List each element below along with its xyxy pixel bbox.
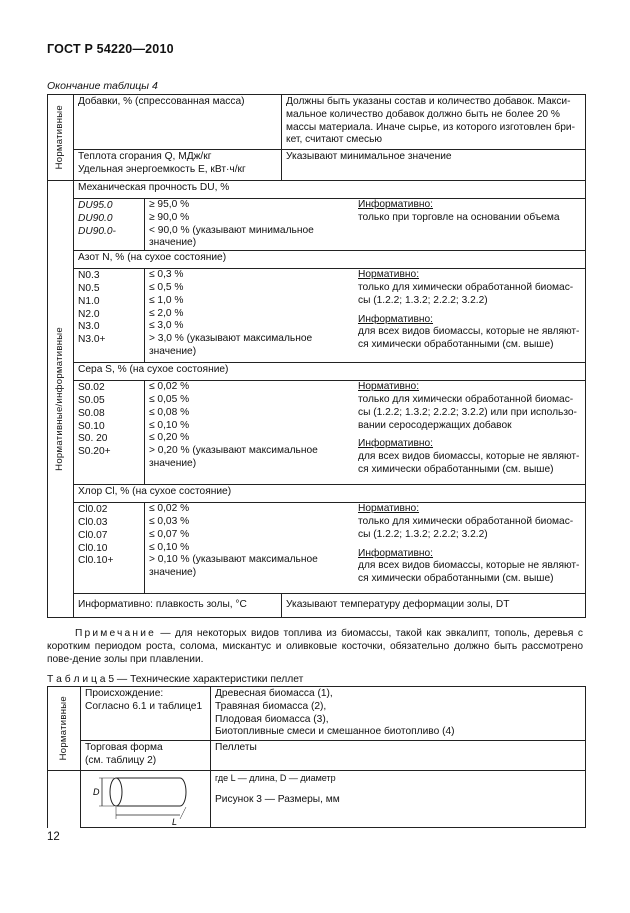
- form-param: Торговая форма (см. таблицу 2): [81, 741, 211, 771]
- figure-cell: [81, 771, 211, 828]
- mech-codes: DU95.0 DU90.0 DU90.0-: [74, 199, 145, 251]
- chlorine-values: ≤ 0,02 % ≤ 0,03 % ≤ 0,07 % ≤ 0,10 % > 0,10 % (указывают максимальное значение) Нормативно: только для химически обработанной биомас- сы (1.2.2; 1.3.2; 2.2.2; 3.2.2) Информативно: для всех видов биомассы, которые не являют- ся химически обработанными (см. выше): [145, 503, 586, 594]
- document-header: ГОСТ Р 54220—2010: [47, 42, 174, 56]
- group-label-normative-informative: Нормативные/информативные: [48, 181, 74, 618]
- table-5-title: Т а б л и ц а 5 — Технические характеристики пеллет: [47, 674, 304, 685]
- origin-param: Происхождение: Согласно 6.1 и таблице1: [81, 687, 211, 741]
- figure-legend: где L — длина, D — диаметр: [215, 773, 336, 784]
- desc-heat: Указывают минимальное значение: [282, 150, 586, 181]
- sulfur-codes: S0.02 S0.05 S0.08 S0.10 S0. 20 S0.20+: [74, 381, 145, 485]
- ash-param: Информативно: плавкость золы, °C: [74, 594, 282, 618]
- nitrogen-codes: N0.3 N0.5 N1.0 N2.0 N3.0 N3.0+: [74, 269, 145, 363]
- note-text: — для некоторых видов топлива из биомассы, такой как эвкалипт, тополь, деревья с коротким периодом роста, солома, мискантус и оливковые косточки, обязательно должно быть рассмотрено пове-дение золы при плавлении.: [47, 628, 583, 665]
- figure-caption: Рисунок 3 — Размеры, мм: [215, 793, 340, 805]
- chlorine-codes: Cl0.02 Cl0.03 Cl0.07 Cl0.10 Cl0.10+: [74, 503, 145, 594]
- note-label: Примечание: [75, 628, 156, 639]
- chlorine-title: Хлор Cl, % (на сухое состояние): [74, 485, 586, 503]
- label-l: L: [171, 817, 177, 828]
- param-additives: Добавки, % (спрессованная масса): [74, 95, 282, 150]
- label-d: D: [92, 787, 99, 798]
- pellet-cylinder-figure: [82, 771, 210, 827]
- origin-values: Древесная биомасса (1), Травяная биомасса (2), Плодовая биомасса (3), Биотопливные смеси и смешанное биотопливо (4): [211, 687, 586, 741]
- figure-caption-cell: [211, 771, 586, 828]
- sulfur-title: Сера S, % (на сухое состояние): [74, 363, 586, 381]
- table-continuation-label: Окончание таблицы 4: [47, 80, 158, 92]
- table5-group-label: Нормативные: [48, 687, 81, 771]
- nitrogen-values: ≤ 0,3 % ≤ 0,5 % ≤ 1,0 % ≤ 2,0 % ≤ 3,0 % > 3,0 % (указывают максимальное значение) Нормативно: только для химически обработанной биомас- сы (1.2.2; 1.3.2; 2.2.2; 3.2.2) Информативно: для всех видов биомассы, которые не являют- ся химически обработанными (см. выше): [145, 269, 586, 363]
- nitrogen-title: Азот N, % (на сухое состояние): [74, 251, 586, 269]
- form-value: Пеллеты: [211, 741, 586, 771]
- mech-title: Механическая прочность DU, %: [74, 181, 586, 199]
- mech-info-head: Информативно:: [358, 199, 433, 210]
- sulfur-values: ≤ 0,02 % ≤ 0,05 % ≤ 0,08 % ≤ 0,10 % ≤ 0,20 % > 0,20 % (указывают максимальное значение) Нормативно: только для химически обработанной биомас- сы (1.2.2; 1.3.2; 2.2.2; 3.2.2) или при использо- вании серосодержащих добавок Информативно: для всех видов биомассы, которые не являют- ся химически обработанными (см. выше): [145, 381, 586, 485]
- table-5: [47, 686, 586, 828]
- ash-desc: Указывают температуру деформации золы, DT: [282, 594, 586, 618]
- mech-values: ≥ 95,0 % ≥ 90,0 % < 90,0 % (указывают минимальное значение) Информативно: только при торговле на основании объема: [145, 199, 586, 251]
- group-label-normative: Нормативные: [48, 95, 74, 181]
- desc-additives: Должны быть указаны состав и количество добавок. Макси- мальное количество добавок должно быть не более 20 % массы материала. Иначе сырье, из которого изготовлен бри- кет, считают смесью: [282, 95, 586, 150]
- table-4: [47, 94, 586, 618]
- page-number: 12: [47, 831, 60, 843]
- param-heat: Теплота сгорания Q, МДж/кг Удельная энергоемкость E, кВт·ч/кг: [74, 150, 282, 181]
- note-paragraph: [47, 627, 583, 666]
